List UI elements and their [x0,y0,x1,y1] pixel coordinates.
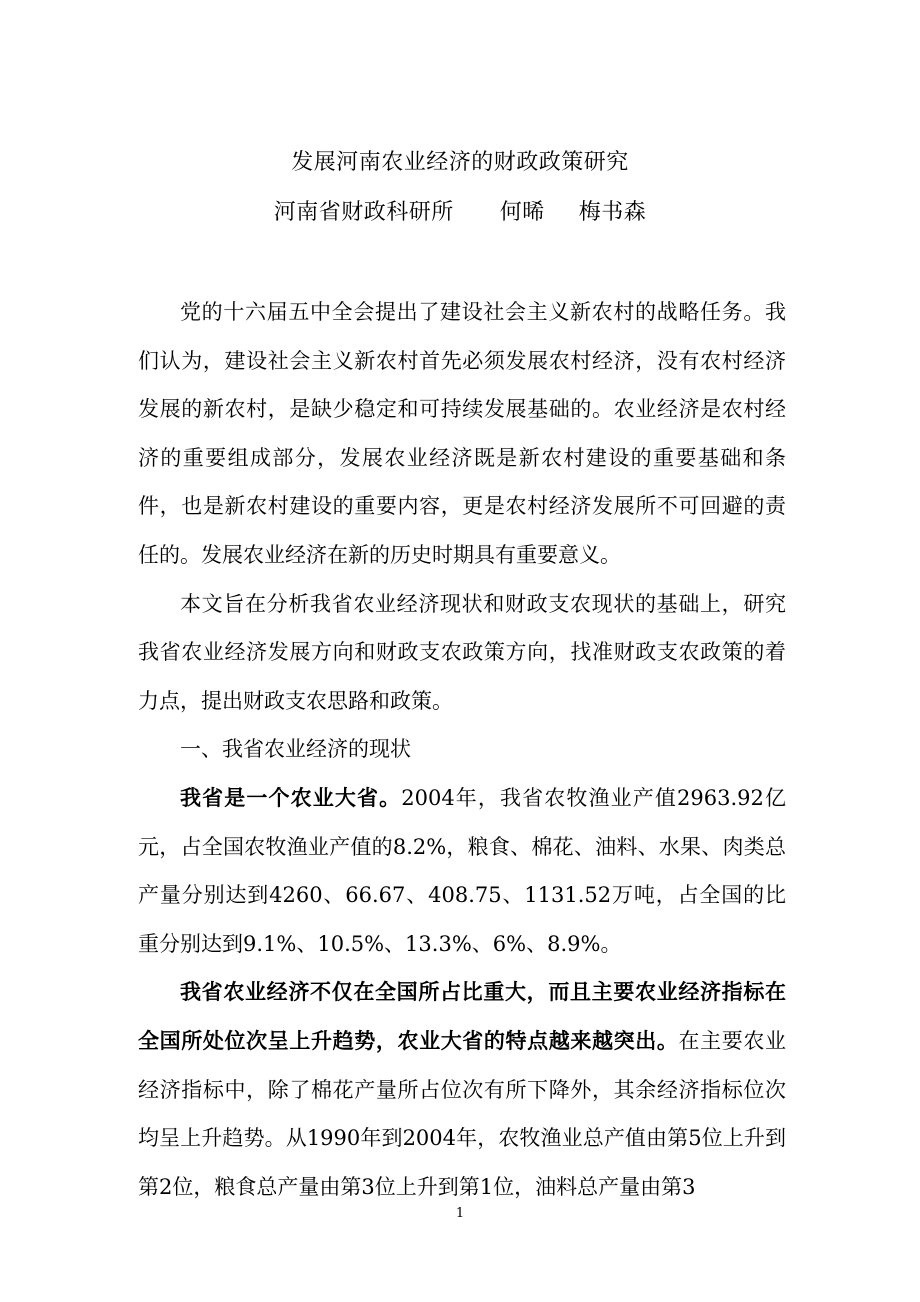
byline [0,198,920,228]
author-he-xi: 何晞 [499,200,545,225]
paragraph-lead-bold: 我省农业经济不仅在全国所占比重大，而且主要农业经济指标在全国所处位次呈上升趋势，农业大省的特点越来越突出。 [138,979,786,1053]
institution: 河南省财政科研所 [273,200,454,225]
paragraph-agri-province [138,774,786,968]
paragraph-rank-trend [138,968,786,1211]
paragraph-text: 在主要农业经济指标中，除了棉花产量所占位次有所下降外，其余经济指标位次均呈上升趋势。从1990年到2004年，农牧渔业总产值由第5位上升到第2位，粮食总产量由第3位上升到第1位，油料总产量由第3 [138,1028,786,1199]
section-heading: 一、我省农业经济的现状 [180,737,411,762]
author-mei-shusen: 梅书森 [578,200,647,225]
paragraph-text: 2004年，我省农牧渔业产值2963.92亿元，占全国农牧渔业产值的8.2%，粮食、棉花、油料、水果、肉类总产量分别达到4260、66.67、408.75、1131.52万吨，占全国的比重分别达到9.1%、10.5%、13.3%、6%、8.9%。 [138,785,786,956]
paragraph-intro: 党的十六届五中全会提出了建设社会主义新农村的战略任务。我们认为，建设社会主义新农村首先必须发展农村经济，没有农村经济发展的新农村，是缺少稳定和可持续发展基础的。农业经济是农村经济的重要组成部分，发展农业经济既是新农村建设的重要基础和条件，也是新农村建设的重要内容，更是农村经济发展所不可回避的责任的。发展农业经济在新的历史时期具有重要意义。 [138,300,786,567]
document-body [138,288,786,1211]
paragraph-lead-bold: 我省是一个农业大省。 [180,784,402,810]
page-number: 1 [455,1206,465,1221]
paragraph-purpose: 本文旨在分析我省农业经济现状和财政支农现状的基础上，研究我省农业经济发展方向和财政支农政策方向，找准财政支农政策的着力点，提出财政支农思路和政策。 [138,591,786,713]
document-title: 发展河南农业经济的财政政策研究 [291,150,629,175]
